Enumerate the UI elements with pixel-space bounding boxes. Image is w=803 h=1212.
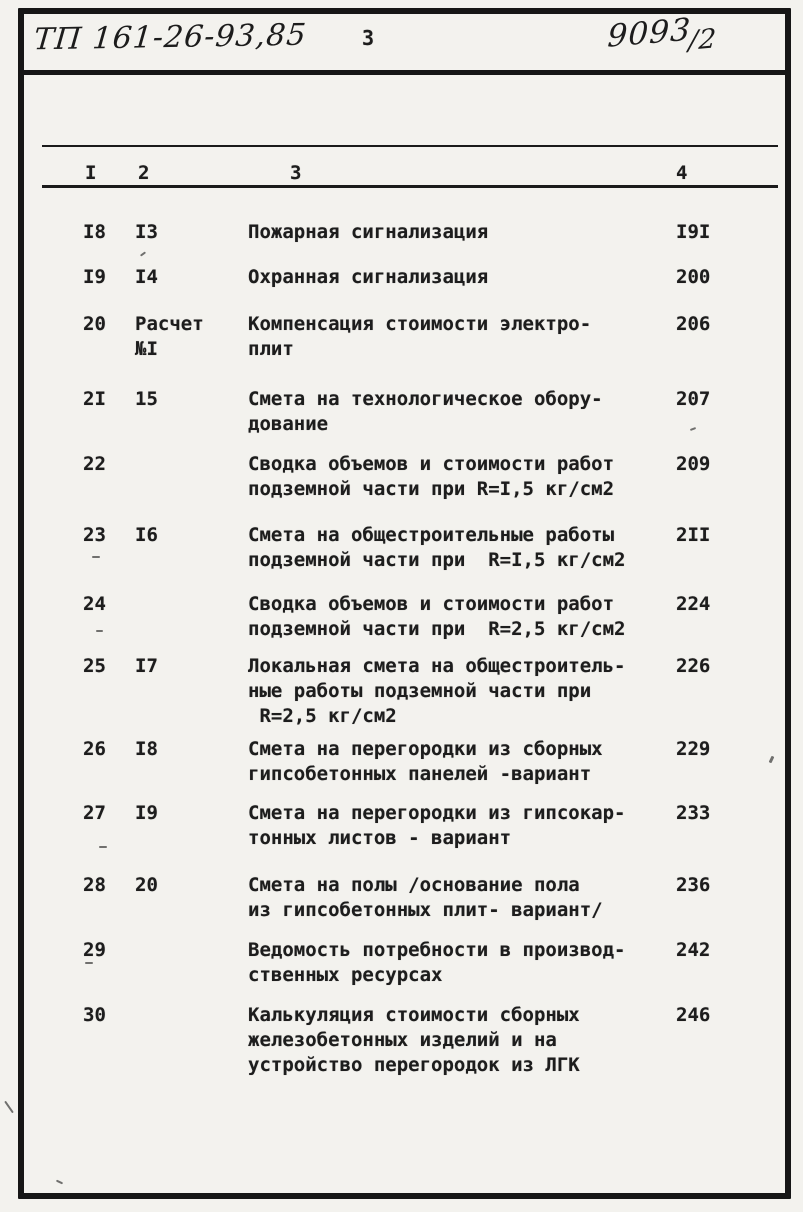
row-title: Смета на технологическое обору- дование xyxy=(248,388,603,435)
doc-number: I8 xyxy=(135,738,158,760)
row-title: Смета на общестроительные работы подземной части при R=I,5 кг/см2 xyxy=(248,524,626,571)
sheet-number: 3 xyxy=(362,26,375,50)
row-number: 24 xyxy=(83,593,106,615)
row-number: 29 xyxy=(83,939,106,961)
doc-number: I7 xyxy=(135,655,158,677)
row-title: Сводка объемов и стоимости работ подземной части при R=2,5 кг/см2 xyxy=(248,593,626,640)
scan-speck xyxy=(92,556,100,558)
row-number: 22 xyxy=(83,453,106,475)
row-title: Пожарная сигнализация xyxy=(248,221,489,243)
inventory-number-main: 9093 xyxy=(606,11,693,55)
column-header-3: 3 xyxy=(290,162,302,184)
document-code: ТП 161-26-93,85 xyxy=(32,17,309,58)
row-title: Ведомость потребности в производ- ственных ресурсах xyxy=(248,939,626,986)
table-top-rule xyxy=(42,145,778,147)
row-title: Смета на перегородки из гипсокар- тонных листов - вариант xyxy=(248,802,626,849)
scan-speck xyxy=(85,962,93,964)
page-number: 209 xyxy=(676,453,711,475)
row-title: Компенсация стоимости электро- плит xyxy=(248,313,592,360)
column-header-4: 4 xyxy=(676,162,688,184)
page-number: 207 xyxy=(676,388,711,410)
doc-number: I9 xyxy=(135,802,158,824)
row-title: Локальная смета на общестроитель- ные работы подземной части при R=2,5 кг/см2 xyxy=(248,655,626,727)
row-number: 2I xyxy=(83,388,106,410)
page-number: 242 xyxy=(676,939,711,961)
row-number: I8 xyxy=(83,221,106,243)
row-number: 30 xyxy=(83,1004,106,1026)
inventory-number-fraction: /2 xyxy=(687,23,718,57)
page-number: 226 xyxy=(676,655,711,677)
page-number: I9I xyxy=(676,221,711,243)
doc-number: 15 xyxy=(135,388,158,410)
row-number: 26 xyxy=(83,738,106,760)
page-number: 200 xyxy=(676,266,711,288)
column-header-1: I xyxy=(85,162,97,184)
row-title: Калькуляция стоимости сборных железобетонных изделий и на устройство перегородок из ЛГК xyxy=(248,1004,580,1076)
row-number: 20 xyxy=(83,313,106,335)
row-title: Смета на полы /основание пола из гипсобетонных плит- вариант/ xyxy=(248,874,603,921)
column-header-2: 2 xyxy=(138,162,150,184)
doc-number: I6 xyxy=(135,524,158,546)
row-number: 23 xyxy=(83,524,106,546)
doc-number: I3 xyxy=(135,221,158,243)
page-number: 246 xyxy=(676,1004,711,1026)
row-number: 25 xyxy=(83,655,106,677)
page-number: 2II xyxy=(676,524,711,546)
row-title: Сводка объемов и стоимости работ подземной части при R=I,5 кг/см2 xyxy=(248,453,615,500)
scan-speck xyxy=(4,1101,14,1114)
doc-number: 20 xyxy=(135,874,158,896)
row-title: Охранная сигнализация xyxy=(248,266,489,288)
table-header-rule xyxy=(42,185,778,188)
page-number: 224 xyxy=(676,593,711,615)
row-title: Смета на перегородки из сборных гипсобетонных панелей -вариант xyxy=(248,738,603,785)
header-separator-line xyxy=(18,70,791,75)
row-number: 28 xyxy=(83,874,106,896)
page-number: 236 xyxy=(676,874,711,896)
doc-number: I4 xyxy=(135,266,158,288)
row-number: 27 xyxy=(83,802,106,824)
doc-number: Расчет №I xyxy=(135,313,204,360)
scan-speck xyxy=(99,846,107,848)
page-number: 233 xyxy=(676,802,711,824)
page-number: 229 xyxy=(676,738,711,760)
scan-speck xyxy=(96,630,103,632)
row-number: I9 xyxy=(83,266,106,288)
page-number: 206 xyxy=(676,313,711,335)
